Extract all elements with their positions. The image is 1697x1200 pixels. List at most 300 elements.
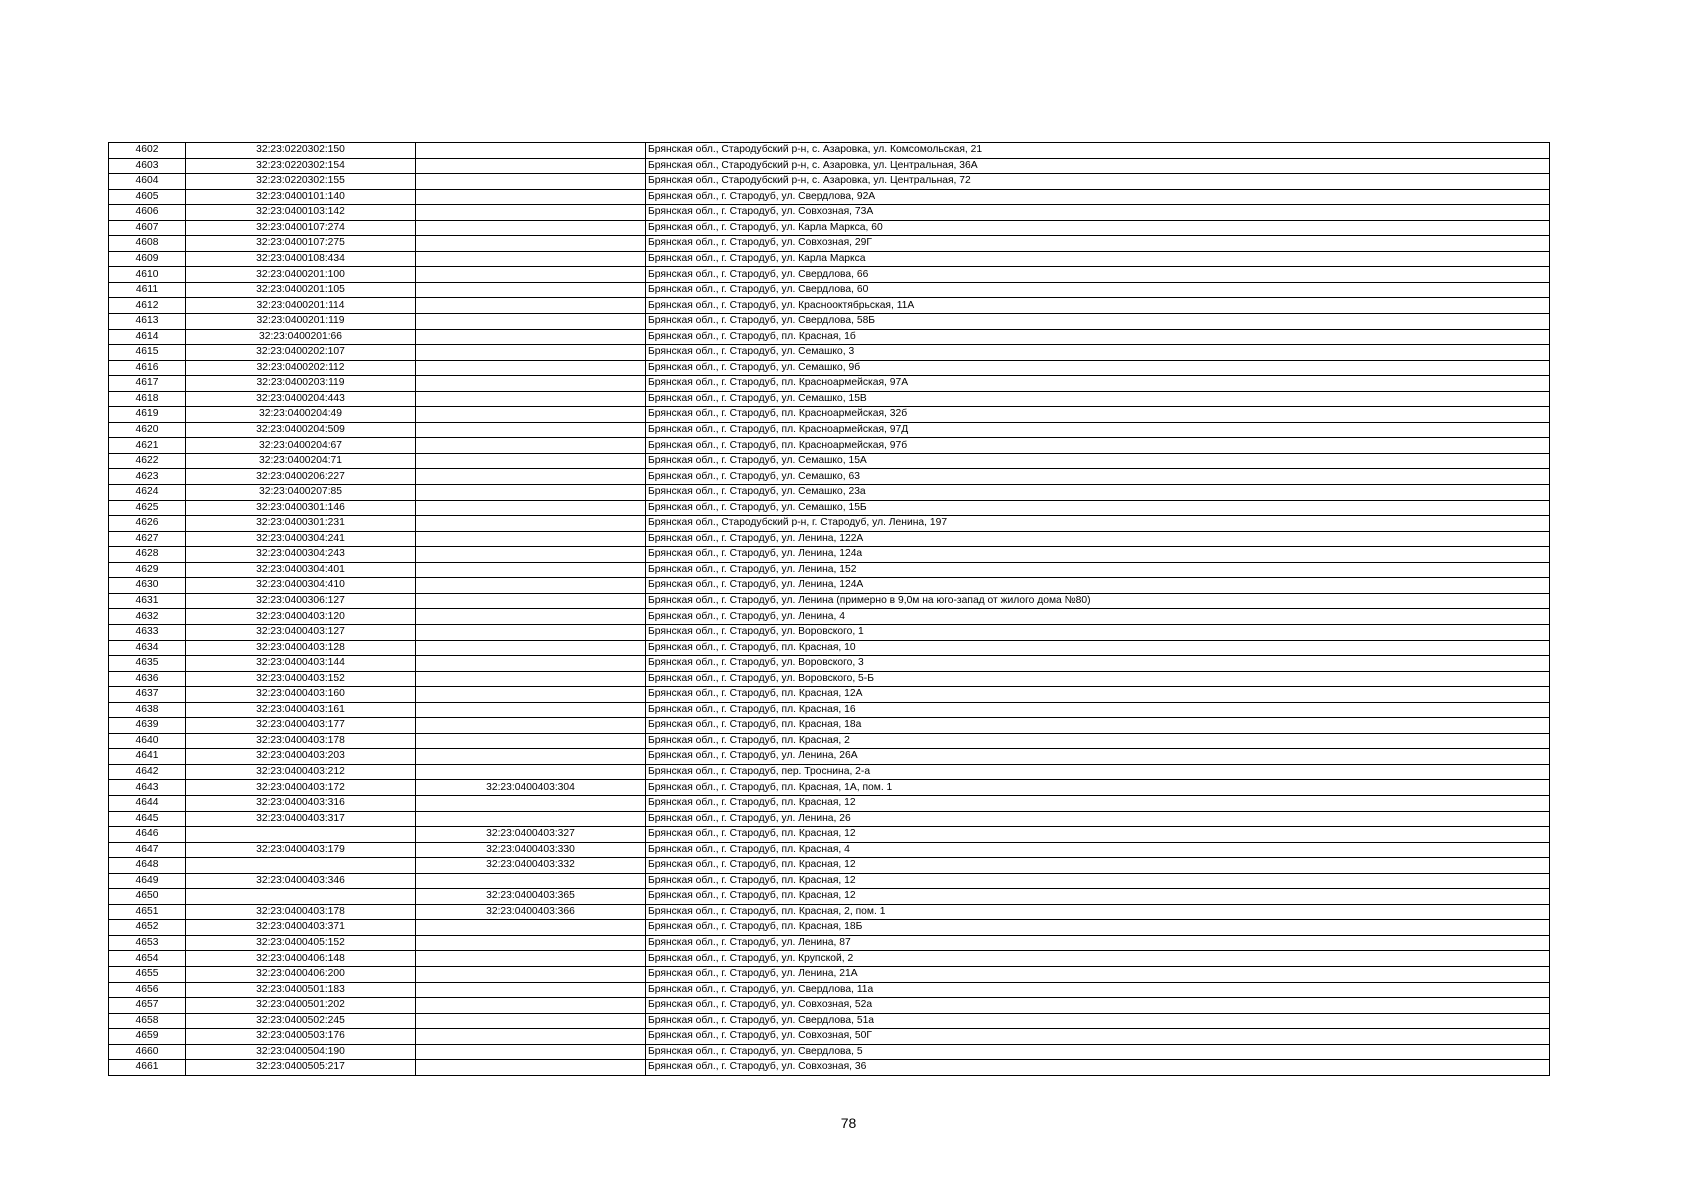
- cadastral-number-cell: 32:23:0400403:371: [186, 920, 416, 936]
- cadastral-number-cell: 32:23:0400204:67: [186, 438, 416, 454]
- parent-cadastral-number-cell: [416, 764, 646, 780]
- cadastral-number-cell: 32:23:0400403:127: [186, 624, 416, 640]
- table-row: [109, 1013, 1550, 1029]
- parent-cadastral-number-cell: [416, 251, 646, 267]
- table-row: [109, 189, 1550, 205]
- address-cell: Брянская обл., г. Стародуб, пер. Троснина, 2-а: [646, 764, 1550, 780]
- parent-cadastral-number-cell: [416, 220, 646, 236]
- registry-table: [108, 142, 1550, 1076]
- table-row: [109, 951, 1550, 967]
- cadastral-number-cell: 32:23:0400501:183: [186, 982, 416, 998]
- address-cell: Брянская обл., г. Стародуб, ул. Свердлова, 51а: [646, 1013, 1550, 1029]
- row-number-cell: 4614: [109, 329, 186, 345]
- cadastral-number-cell: 32:23:0400304:241: [186, 531, 416, 547]
- row-number-cell: 4641: [109, 749, 186, 765]
- row-number-cell: 4640: [109, 733, 186, 749]
- table-row: [109, 314, 1550, 330]
- table-row: [109, 702, 1550, 718]
- parent-cadastral-number-cell: [416, 1060, 646, 1076]
- table-row: [109, 562, 1550, 578]
- table-row: [109, 453, 1550, 469]
- address-cell: Брянская обл., Стародубский р-н, с. Азаровка, ул. Центральная, 36А: [646, 158, 1550, 174]
- table-row: [109, 345, 1550, 361]
- address-cell: Брянская обл., г. Стародуб, ул. Ленина, 124а: [646, 547, 1550, 563]
- cadastral-number-cell: 32:23:0400501:202: [186, 998, 416, 1014]
- address-cell: Брянская обл., г. Стародуб, пл. Красная, 4: [646, 842, 1550, 858]
- parent-cadastral-number-cell: 32:23:0400403:304: [416, 780, 646, 796]
- row-number-cell: 4644: [109, 795, 186, 811]
- address-cell: Брянская обл., г. Стародуб, ул. Свердлова, 58Б: [646, 314, 1550, 330]
- parent-cadastral-number-cell: [416, 158, 646, 174]
- row-number-cell: 4647: [109, 842, 186, 858]
- address-cell: Брянская обл., г. Стародуб, ул. Совхозная, 73А: [646, 205, 1550, 221]
- row-number-cell: 4615: [109, 345, 186, 361]
- cadastral-number-cell: 32:23:0400301:146: [186, 500, 416, 516]
- row-number-cell: 4628: [109, 547, 186, 563]
- parent-cadastral-number-cell: [416, 438, 646, 454]
- row-number-cell: 4636: [109, 671, 186, 687]
- cadastral-number-cell: 32:23:0400304:243: [186, 547, 416, 563]
- parent-cadastral-number-cell: [416, 174, 646, 190]
- parent-cadastral-number-cell: [416, 702, 646, 718]
- parent-cadastral-number-cell: [416, 609, 646, 625]
- row-number-cell: 4643: [109, 780, 186, 796]
- row-number-cell: 4613: [109, 314, 186, 330]
- parent-cadastral-number-cell: [416, 624, 646, 640]
- table-row: [109, 158, 1550, 174]
- row-number-cell: 4602: [109, 143, 186, 159]
- row-number-cell: 4657: [109, 998, 186, 1014]
- table-row: [109, 624, 1550, 640]
- table-row: [109, 516, 1550, 532]
- row-number-cell: 4649: [109, 873, 186, 889]
- table-row: [109, 1029, 1550, 1045]
- cadastral-number-cell: 32:23:0400405:152: [186, 935, 416, 951]
- parent-cadastral-number-cell: [416, 376, 646, 392]
- table-row: [109, 500, 1550, 516]
- row-number-cell: 4621: [109, 438, 186, 454]
- cadastral-number-cell: 32:23:0400403:144: [186, 656, 416, 672]
- address-cell: Брянская обл., г. Стародуб, ул. Семашко, 15В: [646, 391, 1550, 407]
- row-number-cell: 4607: [109, 220, 186, 236]
- address-cell: Брянская обл., г. Стародуб, ул. Ленина, 4: [646, 609, 1550, 625]
- cadastral-number-cell: 32:23:0400201:119: [186, 314, 416, 330]
- table-row: [109, 966, 1550, 982]
- address-cell: Брянская обл., г. Стародуб, пл. Красная, 12: [646, 873, 1550, 889]
- table-row: [109, 329, 1550, 345]
- row-number-cell: 4631: [109, 593, 186, 609]
- row-number-cell: 4605: [109, 189, 186, 205]
- parent-cadastral-number-cell: [416, 873, 646, 889]
- row-number-cell: 4638: [109, 702, 186, 718]
- parent-cadastral-number-cell: [416, 718, 646, 734]
- address-cell: Брянская обл., г. Стародуб, ул. Семашко, 15Б: [646, 500, 1550, 516]
- cadastral-number-cell: [186, 889, 416, 905]
- row-number-cell: 4620: [109, 422, 186, 438]
- row-number-cell: 4604: [109, 174, 186, 190]
- table-row: [109, 531, 1550, 547]
- address-cell: Брянская обл., г. Стародуб, пл. Красноармейская, 97Д: [646, 422, 1550, 438]
- parent-cadastral-number-cell: 32:23:0400403:366: [416, 904, 646, 920]
- row-number-cell: 4606: [109, 205, 186, 221]
- parent-cadastral-number-cell: [416, 516, 646, 532]
- parent-cadastral-number-cell: [416, 485, 646, 501]
- table-row: [109, 904, 1550, 920]
- row-number-cell: 4656: [109, 982, 186, 998]
- cadastral-number-cell: 32:23:0400403:316: [186, 795, 416, 811]
- address-cell: Брянская обл., г. Стародуб, ул. Свердлова, 92А: [646, 189, 1550, 205]
- table-row: [109, 795, 1550, 811]
- parent-cadastral-number-cell: [416, 391, 646, 407]
- table-row: [109, 920, 1550, 936]
- address-cell: Брянская обл., г. Стародуб, пл. Красноармейская, 97А: [646, 376, 1550, 392]
- table-row: [109, 438, 1550, 454]
- address-cell: Брянская обл., г. Стародуб, пл. Красная, 12: [646, 795, 1550, 811]
- table-row: [109, 298, 1550, 314]
- table-row: [109, 360, 1550, 376]
- row-number-cell: 4634: [109, 640, 186, 656]
- address-cell: Брянская обл., г. Стародуб, ул. Совхозная, 50Г: [646, 1029, 1550, 1045]
- cadastral-number-cell: 32:23:0400204:443: [186, 391, 416, 407]
- address-cell: Брянская обл., г. Стародуб, ул. Ленина (примерно в 9,0м на юго-запад от жилого дома №80): [646, 593, 1550, 609]
- row-number-cell: 4623: [109, 469, 186, 485]
- table-row: [109, 873, 1550, 889]
- cadastral-number-cell: 32:23:0400503:176: [186, 1029, 416, 1045]
- parent-cadastral-number-cell: [416, 205, 646, 221]
- table-row: [109, 671, 1550, 687]
- cadastral-number-cell: 32:23:0400108:434: [186, 251, 416, 267]
- cadastral-number-cell: 32:23:0400403:177: [186, 718, 416, 734]
- table-row: [109, 547, 1550, 563]
- cadastral-number-cell: 32:23:0400502:245: [186, 1013, 416, 1029]
- parent-cadastral-number-cell: [416, 811, 646, 827]
- table-row: [109, 998, 1550, 1014]
- cadastral-number-cell: 32:23:0400207:85: [186, 485, 416, 501]
- parent-cadastral-number-cell: 32:23:0400403:332: [416, 858, 646, 874]
- parent-cadastral-number-cell: [416, 469, 646, 485]
- parent-cadastral-number-cell: 32:23:0400403:330: [416, 842, 646, 858]
- cadastral-number-cell: 32:23:0400406:148: [186, 951, 416, 967]
- parent-cadastral-number-cell: [416, 143, 646, 159]
- table-row: [109, 143, 1550, 159]
- parent-cadastral-number-cell: [416, 422, 646, 438]
- cadastral-number-cell: 32:23:0400304:410: [186, 578, 416, 594]
- table-row: [109, 376, 1550, 392]
- address-cell: Брянская обл., г. Стародуб, ул. Семашко, 15А: [646, 453, 1550, 469]
- table-row: [109, 764, 1550, 780]
- parent-cadastral-number-cell: [416, 593, 646, 609]
- parent-cadastral-number-cell: [416, 671, 646, 687]
- cadastral-number-cell: 32:23:0220302:155: [186, 174, 416, 190]
- address-cell: Брянская обл., Стародубский р-н, с. Азаровка, ул. Центральная, 72: [646, 174, 1550, 190]
- address-cell: Брянская обл., г. Стародуб, ул. Карла Маркса: [646, 251, 1550, 267]
- address-cell: Брянская обл., г. Стародуб, ул. Совхозная, 52а: [646, 998, 1550, 1014]
- table-row: [109, 422, 1550, 438]
- parent-cadastral-number-cell: [416, 500, 646, 516]
- table-row: [109, 842, 1550, 858]
- address-cell: Брянская обл., г. Стародуб, ул. Совхозная, 29Г: [646, 236, 1550, 252]
- cadastral-number-cell: 32:23:0400403:346: [186, 873, 416, 889]
- address-cell: Брянская обл., г. Стародуб, ул. Воровского, 5-Б: [646, 671, 1550, 687]
- address-cell: Брянская обл., Стародубский р-н, г. Стародуб, ул. Ленина, 197: [646, 516, 1550, 532]
- cadastral-number-cell: 32:23:0400201:66: [186, 329, 416, 345]
- table-row: [109, 1044, 1550, 1060]
- row-number-cell: 4645: [109, 811, 186, 827]
- row-number-cell: 4608: [109, 236, 186, 252]
- cadastral-number-cell: 32:23:0400403:178: [186, 733, 416, 749]
- address-cell: Брянская обл., г. Стародуб, пл. Красная, 12: [646, 827, 1550, 843]
- parent-cadastral-number-cell: [416, 966, 646, 982]
- address-cell: Брянская обл., г. Стародуб, ул. Свердлова, 11а: [646, 982, 1550, 998]
- table-row: [109, 687, 1550, 703]
- row-number-cell: 4658: [109, 1013, 186, 1029]
- cadastral-number-cell: 32:23:0400403:160: [186, 687, 416, 703]
- parent-cadastral-number-cell: [416, 345, 646, 361]
- cadastral-number-cell: 32:23:0400201:114: [186, 298, 416, 314]
- table-row: [109, 718, 1550, 734]
- cadastral-number-cell: 32:23:0400301:231: [186, 516, 416, 532]
- cadastral-number-cell: 32:23:0400505:217: [186, 1060, 416, 1076]
- parent-cadastral-number-cell: [416, 1013, 646, 1029]
- cadastral-number-cell: 32:23:0400504:190: [186, 1044, 416, 1060]
- address-cell: Брянская обл., г. Стародуб, ул. Воровского, 3: [646, 656, 1550, 672]
- address-cell: Брянская обл., г. Стародуб, пл. Красная, 18а: [646, 718, 1550, 734]
- parent-cadastral-number-cell: [416, 314, 646, 330]
- cadastral-number-cell: 32:23:0400206:227: [186, 469, 416, 485]
- parent-cadastral-number-cell: [416, 236, 646, 252]
- address-cell: Брянская обл., г. Стародуб, ул. Карла Маркса, 60: [646, 220, 1550, 236]
- parent-cadastral-number-cell: [416, 360, 646, 376]
- cadastral-number-cell: 32:23:0400204:509: [186, 422, 416, 438]
- parent-cadastral-number-cell: [416, 547, 646, 563]
- address-cell: Брянская обл., г. Стародуб, пл. Красная, 1А, пом. 1: [646, 780, 1550, 796]
- cadastral-number-cell: 32:23:0220302:154: [186, 158, 416, 174]
- cadastral-number-cell: 32:23:0400204:49: [186, 407, 416, 423]
- parent-cadastral-number-cell: [416, 749, 646, 765]
- address-cell: Брянская обл., г. Стародуб, ул. Ленина, 21А: [646, 966, 1550, 982]
- row-number-cell: 4626: [109, 516, 186, 532]
- table-row: [109, 205, 1550, 221]
- address-cell: Брянская обл., Стародубский р-н, с. Азаровка, ул. Комсомольская, 21: [646, 143, 1550, 159]
- cadastral-number-cell: 32:23:0400204:71: [186, 453, 416, 469]
- row-number-cell: 4616: [109, 360, 186, 376]
- row-number-cell: 4617: [109, 376, 186, 392]
- address-cell: Брянская обл., г. Стародуб, пл. Красная, 10: [646, 640, 1550, 656]
- address-cell: Брянская обл., г. Стародуб, ул. Семашко, 23а: [646, 485, 1550, 501]
- cadastral-number-cell: 32:23:0400403:128: [186, 640, 416, 656]
- address-cell: Брянская обл., г. Стародуб, ул. Свердлова, 60: [646, 282, 1550, 298]
- parent-cadastral-number-cell: [416, 267, 646, 283]
- cadastral-number-cell: 32:23:0400403:178: [186, 904, 416, 920]
- address-cell: Брянская обл., г. Стародуб, ул. Свердлова, 66: [646, 267, 1550, 283]
- parent-cadastral-number-cell: [416, 998, 646, 1014]
- cadastral-number-cell: 32:23:0400201:105: [186, 282, 416, 298]
- address-cell: Брянская обл., г. Стародуб, ул. Свердлова, 5: [646, 1044, 1550, 1060]
- table-row: [109, 220, 1550, 236]
- row-number-cell: 4624: [109, 485, 186, 501]
- parent-cadastral-number-cell: [416, 329, 646, 345]
- cadastral-number-cell: 32:23:0400103:142: [186, 205, 416, 221]
- parent-cadastral-number-cell: 32:23:0400403:327: [416, 827, 646, 843]
- address-cell: Брянская обл., г. Стародуб, ул. Ленина, 26: [646, 811, 1550, 827]
- address-cell: Брянская обл., г. Стародуб, пл. Красная, 12А: [646, 687, 1550, 703]
- cadastral-number-cell: 32:23:0400403:120: [186, 609, 416, 625]
- parent-cadastral-number-cell: [416, 189, 646, 205]
- address-cell: Брянская обл., г. Стародуб, пл. Красная, 16: [646, 702, 1550, 718]
- address-cell: Брянская обл., г. Стародуб, ул. Ленина, 26А: [646, 749, 1550, 765]
- page-number: 78: [840, 1115, 857, 1131]
- cadastral-number-cell: 32:23:0400201:100: [186, 267, 416, 283]
- parent-cadastral-number-cell: [416, 298, 646, 314]
- cadastral-number-cell: 32:23:0400304:401: [186, 562, 416, 578]
- cadastral-number-cell: 32:23:0400203:119: [186, 376, 416, 392]
- table-row: [109, 982, 1550, 998]
- address-cell: Брянская обл., г. Стародуб, пл. Красная, 12: [646, 889, 1550, 905]
- address-cell: Брянская обл., г. Стародуб, пл. Красная, 2, пом. 1: [646, 904, 1550, 920]
- parent-cadastral-number-cell: [416, 951, 646, 967]
- table-row: [109, 609, 1550, 625]
- table-row: [109, 251, 1550, 267]
- table-body: [109, 143, 1550, 1076]
- row-number-cell: 4650: [109, 889, 186, 905]
- row-number-cell: 4619: [109, 407, 186, 423]
- parent-cadastral-number-cell: [416, 282, 646, 298]
- table-row: [109, 749, 1550, 765]
- row-number-cell: 4627: [109, 531, 186, 547]
- parent-cadastral-number-cell: 32:23:0400403:365: [416, 889, 646, 905]
- parent-cadastral-number-cell: [416, 656, 646, 672]
- cadastral-number-cell: [186, 827, 416, 843]
- address-cell: Брянская обл., г. Стародуб, ул. Ленина, 124А: [646, 578, 1550, 594]
- cadastral-number-cell: 32:23:0400403:212: [186, 764, 416, 780]
- parent-cadastral-number-cell: [416, 531, 646, 547]
- table-row: [109, 827, 1550, 843]
- cadastral-number-cell: 32:23:0400107:274: [186, 220, 416, 236]
- address-cell: Брянская обл., г. Стародуб, ул. Совхозная, 36: [646, 1060, 1550, 1076]
- parent-cadastral-number-cell: [416, 982, 646, 998]
- table-row: [109, 935, 1550, 951]
- address-cell: Брянская обл., г. Стародуб, ул. Воровского, 1: [646, 624, 1550, 640]
- address-cell: Брянская обл., г. Стародуб, ул. Семашко, 9б: [646, 360, 1550, 376]
- table-row: [109, 267, 1550, 283]
- parent-cadastral-number-cell: [416, 453, 646, 469]
- parent-cadastral-number-cell: [416, 407, 646, 423]
- row-number-cell: 4625: [109, 500, 186, 516]
- table-row: [109, 174, 1550, 190]
- address-cell: Брянская обл., г. Стародуб, пл. Красная, 12: [646, 858, 1550, 874]
- address-cell: Брянская обл., г. Стародуб, ул. Ленина, 122А: [646, 531, 1550, 547]
- cadastral-number-cell: 32:23:0400306:127: [186, 593, 416, 609]
- row-number-cell: 4660: [109, 1044, 186, 1060]
- parent-cadastral-number-cell: [416, 733, 646, 749]
- address-cell: Брянская обл., г. Стародуб, пл. Красная, 2: [646, 733, 1550, 749]
- parent-cadastral-number-cell: [416, 1029, 646, 1045]
- row-number-cell: 4648: [109, 858, 186, 874]
- parent-cadastral-number-cell: [416, 920, 646, 936]
- row-number-cell: 4611: [109, 282, 186, 298]
- cadastral-number-cell: 32:23:0400202:107: [186, 345, 416, 361]
- table-row: [109, 640, 1550, 656]
- table-row: [109, 578, 1550, 594]
- cadastral-number-cell: 32:23:0400403:161: [186, 702, 416, 718]
- table-row: [109, 593, 1550, 609]
- table-row: [109, 780, 1550, 796]
- address-cell: Брянская обл., г. Стародуб, ул. Краснооктябрьская, 11А: [646, 298, 1550, 314]
- row-number-cell: 4610: [109, 267, 186, 283]
- cadastral-number-cell: 32:23:0400107:275: [186, 236, 416, 252]
- address-cell: Брянская обл., г. Стародуб, ул. Семашко, 63: [646, 469, 1550, 485]
- row-number-cell: 4622: [109, 453, 186, 469]
- table-row: [109, 811, 1550, 827]
- table-row: [109, 733, 1550, 749]
- table-row: [109, 858, 1550, 874]
- table-row: [109, 889, 1550, 905]
- cadastral-number-cell: 32:23:0400403:203: [186, 749, 416, 765]
- row-number-cell: 4632: [109, 609, 186, 625]
- row-number-cell: 4637: [109, 687, 186, 703]
- parent-cadastral-number-cell: [416, 1044, 646, 1060]
- row-number-cell: 4635: [109, 656, 186, 672]
- cadastral-number-cell: 32:23:0220302:150: [186, 143, 416, 159]
- row-number-cell: 4630: [109, 578, 186, 594]
- row-number-cell: 4639: [109, 718, 186, 734]
- cadastral-number-cell: 32:23:0400101:140: [186, 189, 416, 205]
- table-row: [109, 391, 1550, 407]
- table-row: [109, 485, 1550, 501]
- cadastral-number-cell: 32:23:0400403:152: [186, 671, 416, 687]
- address-cell: Брянская обл., г. Стародуб, ул. Ленина, 152: [646, 562, 1550, 578]
- row-number-cell: 4659: [109, 1029, 186, 1045]
- row-number-cell: 4653: [109, 935, 186, 951]
- row-number-cell: 4603: [109, 158, 186, 174]
- address-cell: Брянская обл., г. Стародуб, ул. Крупской, 2: [646, 951, 1550, 967]
- cadastral-number-cell: [186, 858, 416, 874]
- table-row: [109, 656, 1550, 672]
- row-number-cell: 4612: [109, 298, 186, 314]
- cadastral-number-cell: 32:23:0400403:172: [186, 780, 416, 796]
- address-cell: Брянская обл., г. Стародуб, ул. Ленина, 87: [646, 935, 1550, 951]
- row-number-cell: 4654: [109, 951, 186, 967]
- parent-cadastral-number-cell: [416, 578, 646, 594]
- parent-cadastral-number-cell: [416, 687, 646, 703]
- cadastral-number-cell: 32:23:0400406:200: [186, 966, 416, 982]
- parent-cadastral-number-cell: [416, 935, 646, 951]
- row-number-cell: 4655: [109, 966, 186, 982]
- parent-cadastral-number-cell: [416, 795, 646, 811]
- cadastral-number-cell: 32:23:0400403:179: [186, 842, 416, 858]
- table-row: [109, 1060, 1550, 1076]
- row-number-cell: 4633: [109, 624, 186, 640]
- address-cell: Брянская обл., г. Стародуб, пл. Красноармейская, 97б: [646, 438, 1550, 454]
- row-number-cell: 4646: [109, 827, 186, 843]
- table-row: [109, 469, 1550, 485]
- table-row: [109, 236, 1550, 252]
- row-number-cell: 4642: [109, 764, 186, 780]
- address-cell: Брянская обл., г. Стародуб, пл. Красноармейская, 32б: [646, 407, 1550, 423]
- row-number-cell: 4651: [109, 904, 186, 920]
- cadastral-number-cell: 32:23:0400202:112: [186, 360, 416, 376]
- row-number-cell: 4609: [109, 251, 186, 267]
- row-number-cell: 4661: [109, 1060, 186, 1076]
- address-cell: Брянская обл., г. Стародуб, пл. Красная, 18Б: [646, 920, 1550, 936]
- address-cell: Брянская обл., г. Стародуб, ул. Семашко, 3: [646, 345, 1550, 361]
- table-row: [109, 282, 1550, 298]
- row-number-cell: 4629: [109, 562, 186, 578]
- row-number-cell: 4652: [109, 920, 186, 936]
- cadastral-number-cell: 32:23:0400403:317: [186, 811, 416, 827]
- row-number-cell: 4618: [109, 391, 186, 407]
- parent-cadastral-number-cell: [416, 562, 646, 578]
